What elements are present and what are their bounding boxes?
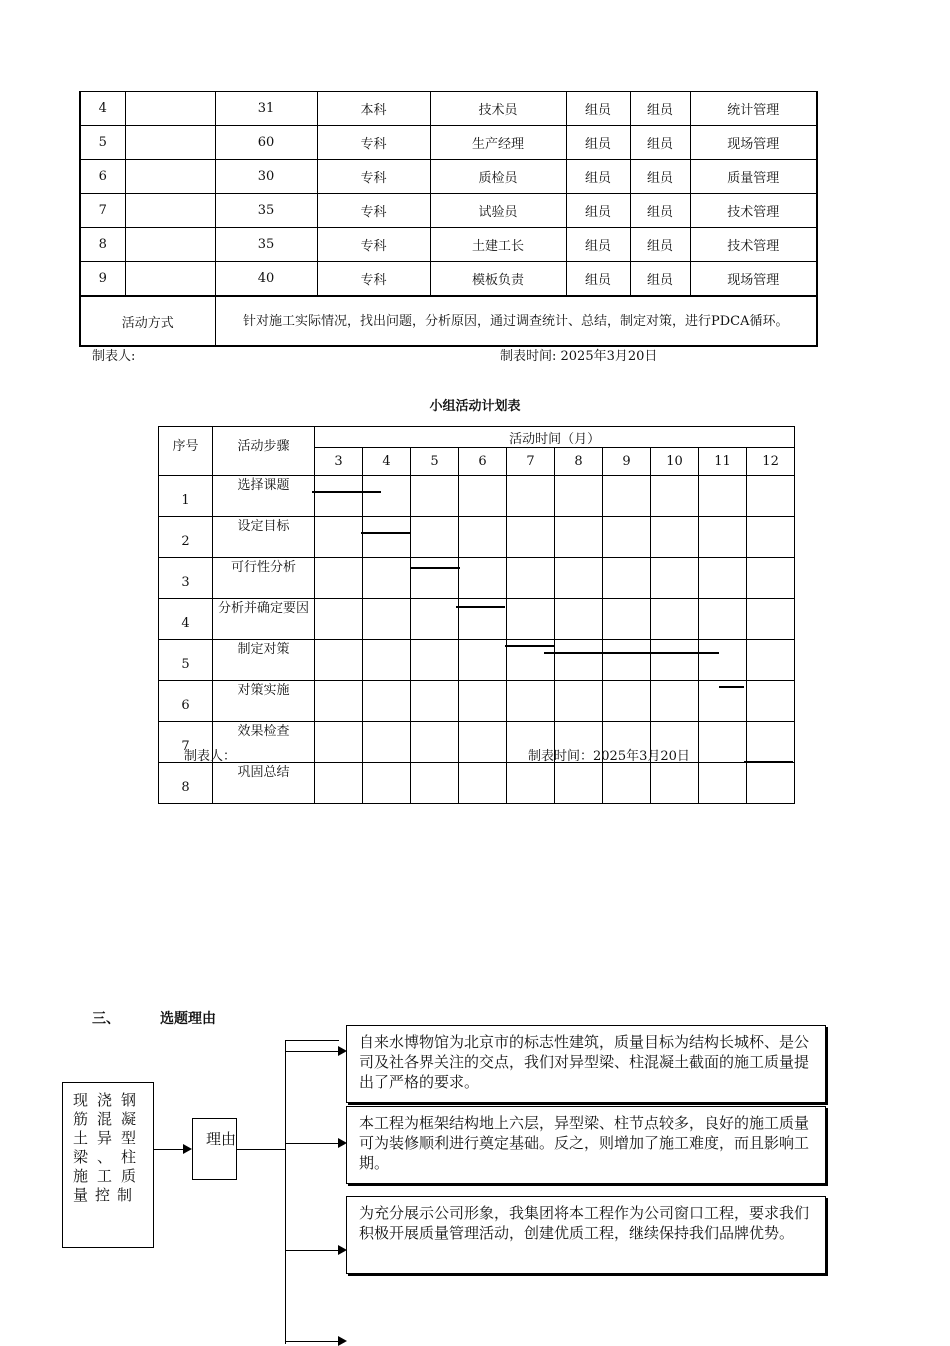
plan-seq: 1 — [159, 476, 213, 517]
plan-month-cell — [747, 558, 795, 599]
plan-month-cell — [747, 722, 795, 763]
plan-month-cell — [555, 640, 603, 681]
member-cell-age: 30 — [215, 160, 317, 194]
member-cell-role1: 组员 — [566, 262, 630, 297]
member-cell-edu: 专科 — [317, 126, 430, 160]
plan-seq: 2 — [159, 517, 213, 558]
plan-month-cell — [411, 517, 459, 558]
plan-month-cell — [507, 476, 555, 517]
member-row — [80, 228, 817, 262]
plan-step: 效果检查 — [213, 722, 315, 763]
plan-month-cell — [411, 599, 459, 640]
member-cell-name — [125, 262, 215, 297]
plan-month-cell — [507, 558, 555, 599]
plan-month-cell — [507, 599, 555, 640]
member-cell-role2: 组员 — [630, 126, 690, 160]
subject-box: 现浇钢筋混凝土异型梁、柱施工质量控制 — [62, 1082, 154, 1248]
plan-maker-label: 制表人： — [184, 749, 237, 764]
member-row — [80, 126, 817, 160]
plan-month-cell — [651, 558, 699, 599]
member-cell-title: 模板负责 — [430, 262, 566, 297]
plan-step: 选择课题 — [213, 476, 315, 517]
plan-month-cell — [603, 640, 651, 681]
plan-seq: 3 — [159, 558, 213, 599]
member-cell-name — [125, 194, 215, 228]
member-cell-age: 35 — [215, 228, 317, 262]
gantt-bar-select-topic — [312, 491, 381, 493]
plan-month-cell — [411, 763, 459, 804]
member-maker-label: 制表人: — [92, 349, 136, 364]
member-cell-role1: 组员 — [566, 92, 630, 126]
plan-month-cell — [603, 517, 651, 558]
plan-month-cell — [459, 476, 507, 517]
plan-month-cell — [699, 722, 747, 763]
month-header: 4 — [363, 448, 411, 476]
member-cell-duty: 现场管理 — [690, 126, 817, 160]
member-cell-role2: 组员 — [630, 228, 690, 262]
plan-month-cell — [411, 640, 459, 681]
arrow-branch-2-icon — [338, 1138, 347, 1148]
plan-month-cell — [315, 640, 363, 681]
plan-month-cell — [747, 476, 795, 517]
plan-month-cell — [603, 681, 651, 722]
member-table — [79, 91, 818, 347]
plan-month-cell — [555, 558, 603, 599]
gantt-bar-consolidation — [744, 761, 793, 763]
member-cell-role2: 组员 — [630, 160, 690, 194]
gantt-bar-set-target — [361, 532, 410, 534]
member-cell-title: 技术员 — [430, 92, 566, 126]
member-cell-duty: 统计管理 — [690, 92, 817, 126]
plan-month-cell — [699, 763, 747, 804]
plan-step: 制定对策 — [213, 640, 315, 681]
member-cell-edu: 专科 — [317, 160, 430, 194]
month-header: 6 — [459, 448, 507, 476]
plan-month-cell — [555, 763, 603, 804]
member-cell-duty: 质量管理 — [690, 160, 817, 194]
arrow-branch-3-icon — [338, 1245, 347, 1255]
method-label: 活动方式 — [80, 296, 215, 346]
member-row — [80, 160, 817, 194]
plan-month-cell — [747, 517, 795, 558]
arrow-branch-4-icon — [338, 1336, 347, 1346]
plan-month-cell — [699, 640, 747, 681]
plan-month-cell — [747, 681, 795, 722]
plan-month-cell — [651, 640, 699, 681]
plan-month-cell — [651, 763, 699, 804]
month-header: 11 — [699, 448, 747, 476]
member-cell-name — [125, 126, 215, 160]
plan-step: 分析并确定要因 — [213, 599, 315, 640]
plan-month-cell — [363, 558, 411, 599]
member-cell-no: 5 — [80, 126, 125, 160]
member-cell-role1: 组员 — [566, 126, 630, 160]
plan-row — [159, 476, 795, 517]
plan-month-cell — [363, 599, 411, 640]
plan-month-cell — [363, 476, 411, 517]
plan-row — [159, 681, 795, 722]
member-row — [80, 194, 817, 228]
plan-month-cell — [363, 517, 411, 558]
plan-month-cell — [315, 599, 363, 640]
plan-month-cell — [411, 722, 459, 763]
plan-step: 设定目标 — [213, 517, 315, 558]
plan-table-title: 小组活动计划表 — [429, 399, 521, 414]
member-time-label: 制表时间: 2025年3月20日 — [500, 349, 658, 364]
plan-row — [159, 722, 795, 763]
plan-month-cell — [651, 517, 699, 558]
connector-branch-2 — [285, 1143, 339, 1144]
plan-month-cell — [315, 558, 363, 599]
reason-box-3: 为充分展示公司形象，我集团将本工程作为公司窗口工程，要求我们积极开展质量管理活动，创建优质工程，继续保持我们品牌优势。 — [346, 1196, 826, 1274]
plan-month-cell — [315, 763, 363, 804]
member-cell-no: 9 — [80, 262, 125, 297]
member-cell-age: 35 — [215, 194, 317, 228]
plan-month-cell — [747, 640, 795, 681]
plan-step: 巩固总结 — [213, 763, 315, 804]
plan-row — [159, 599, 795, 640]
col-step-header: 活动步骤 — [213, 427, 315, 476]
plan-table — [158, 426, 795, 804]
member-cell-title: 生产经理 — [430, 126, 566, 160]
plan-month-cell — [603, 763, 651, 804]
plan-month-cell — [411, 681, 459, 722]
member-cell-no: 6 — [80, 160, 125, 194]
connector-trunk — [285, 1040, 286, 1344]
member-cell-age: 40 — [215, 262, 317, 297]
reason-box-2: 本工程为框架结构地上六层，异型梁、柱节点较多，良好的施工质量可为装修顺利进行奠定基础。反之，则增加了施工难度，而且影响工期。 — [346, 1106, 826, 1184]
month-header: 8 — [555, 448, 603, 476]
plan-month-cell — [747, 599, 795, 640]
gantt-bar-feasibility — [410, 567, 460, 569]
member-row — [80, 262, 817, 297]
connector-subject-to-reason — [154, 1149, 184, 1150]
member-cell-age: 31 — [215, 92, 317, 126]
plan-month-cell — [315, 722, 363, 763]
section-number: 三、 — [92, 1011, 120, 1027]
plan-seq: 5 — [159, 640, 213, 681]
plan-month-cell — [411, 476, 459, 517]
plan-month-cell — [507, 681, 555, 722]
plan-month-cell — [363, 640, 411, 681]
plan-month-cell — [363, 763, 411, 804]
plan-month-cell — [699, 558, 747, 599]
plan-month-cell — [459, 763, 507, 804]
member-cell-duty: 技术管理 — [690, 194, 817, 228]
member-cell-duty: 现场管理 — [690, 262, 817, 297]
section-title: 选题理由 — [160, 1011, 216, 1027]
plan-month-cell — [411, 558, 459, 599]
member-cell-no: 7 — [80, 194, 125, 228]
plan-month-cell — [459, 558, 507, 599]
plan-step: 可行性分析 — [213, 558, 315, 599]
gantt-bar-effect-check — [719, 686, 744, 688]
plan-month-cell — [459, 640, 507, 681]
member-cell-edu: 专科 — [317, 194, 430, 228]
arrow-to-reason-icon — [183, 1144, 192, 1154]
plan-month-cell — [459, 599, 507, 640]
member-cell-role2: 组员 — [630, 92, 690, 126]
member-cell-no: 4 — [80, 92, 125, 126]
plan-month-cell — [459, 722, 507, 763]
connector-branch-1 — [285, 1051, 339, 1052]
plan-month-cell — [363, 681, 411, 722]
plan-month-cell — [315, 476, 363, 517]
plan-month-cell — [603, 558, 651, 599]
reason-box-1: 自来水博物馆为北京市的标志性建筑，质量目标为结构长城杯、是公司及社各界关注的交点，我们对异型梁、柱混凝土截面的施工质量提出了严格的要求。 — [346, 1025, 826, 1103]
method-text: 针对施工实际情况，找出问题，分析原因，通过调查统计、总结，制定对策，进行PDCA循环。 — [215, 296, 817, 346]
gantt-bar-implementation — [544, 652, 719, 654]
month-header: 7 — [507, 448, 555, 476]
activity-method-row — [80, 296, 817, 346]
gantt-bar-cause-analysis — [456, 606, 505, 608]
member-cell-role2: 组员 — [630, 194, 690, 228]
month-header: 9 — [603, 448, 651, 476]
plan-month-cell — [603, 599, 651, 640]
month-header: 5 — [411, 448, 459, 476]
plan-month-cell — [555, 681, 603, 722]
member-cell-name — [125, 92, 215, 126]
member-cell-edu: 本科 — [317, 92, 430, 126]
member-cell-role1: 组员 — [566, 194, 630, 228]
reason-label-box: 理由 — [192, 1118, 237, 1180]
member-cell-name — [125, 160, 215, 194]
month-header: 12 — [747, 448, 795, 476]
member-cell-role1: 组员 — [566, 228, 630, 262]
col-time-header: 活动时间（月） — [315, 427, 795, 448]
member-cell-title: 质检员 — [430, 160, 566, 194]
connector-top — [285, 1040, 339, 1041]
plan-month-cell — [651, 681, 699, 722]
arrow-branch-1-icon — [338, 1046, 347, 1056]
member-cell-no: 8 — [80, 228, 125, 262]
col-seq-header: 序号 — [159, 427, 213, 476]
plan-month-cell — [699, 476, 747, 517]
member-cell-age: 60 — [215, 126, 317, 160]
plan-month-cell — [315, 517, 363, 558]
plan-month-cell — [699, 599, 747, 640]
plan-month-cell — [555, 599, 603, 640]
plan-seq: 7 — [159, 722, 213, 763]
connector-reason-to-trunk — [237, 1149, 285, 1150]
plan-step: 对策实施 — [213, 681, 315, 722]
plan-month-cell — [507, 763, 555, 804]
gantt-bar-countermeasure — [505, 645, 555, 647]
plan-month-cell — [555, 517, 603, 558]
plan-month-cell — [459, 681, 507, 722]
member-cell-title: 试验员 — [430, 194, 566, 228]
plan-row — [159, 640, 795, 681]
plan-month-cell — [459, 517, 507, 558]
member-row — [80, 92, 817, 126]
plan-seq: 4 — [159, 599, 213, 640]
plan-month-cell — [699, 517, 747, 558]
plan-month-cell — [651, 599, 699, 640]
connector-branch-4 — [285, 1341, 339, 1342]
plan-month-cell — [603, 476, 651, 517]
member-cell-edu: 专科 — [317, 262, 430, 297]
plan-row — [159, 517, 795, 558]
member-cell-role1: 组员 — [566, 160, 630, 194]
plan-month-cell — [315, 681, 363, 722]
plan-time-label: 制表时间：2025年3月20日 — [528, 749, 690, 764]
member-cell-duty: 技术管理 — [690, 228, 817, 262]
plan-month-cell — [507, 517, 555, 558]
plan-seq: 6 — [159, 681, 213, 722]
month-header: 3 — [315, 448, 363, 476]
plan-month-cell — [555, 476, 603, 517]
plan-seq: 8 — [159, 763, 213, 804]
plan-month-cell — [363, 722, 411, 763]
plan-row — [159, 558, 795, 599]
member-cell-title: 土建工长 — [430, 228, 566, 262]
member-cell-role2: 组员 — [630, 262, 690, 297]
connector-branch-3 — [285, 1250, 339, 1251]
month-header: 10 — [651, 448, 699, 476]
plan-row — [159, 763, 795, 804]
member-cell-name — [125, 228, 215, 262]
member-cell-edu: 专科 — [317, 228, 430, 262]
plan-month-cell — [651, 476, 699, 517]
plan-month-cell — [747, 763, 795, 804]
